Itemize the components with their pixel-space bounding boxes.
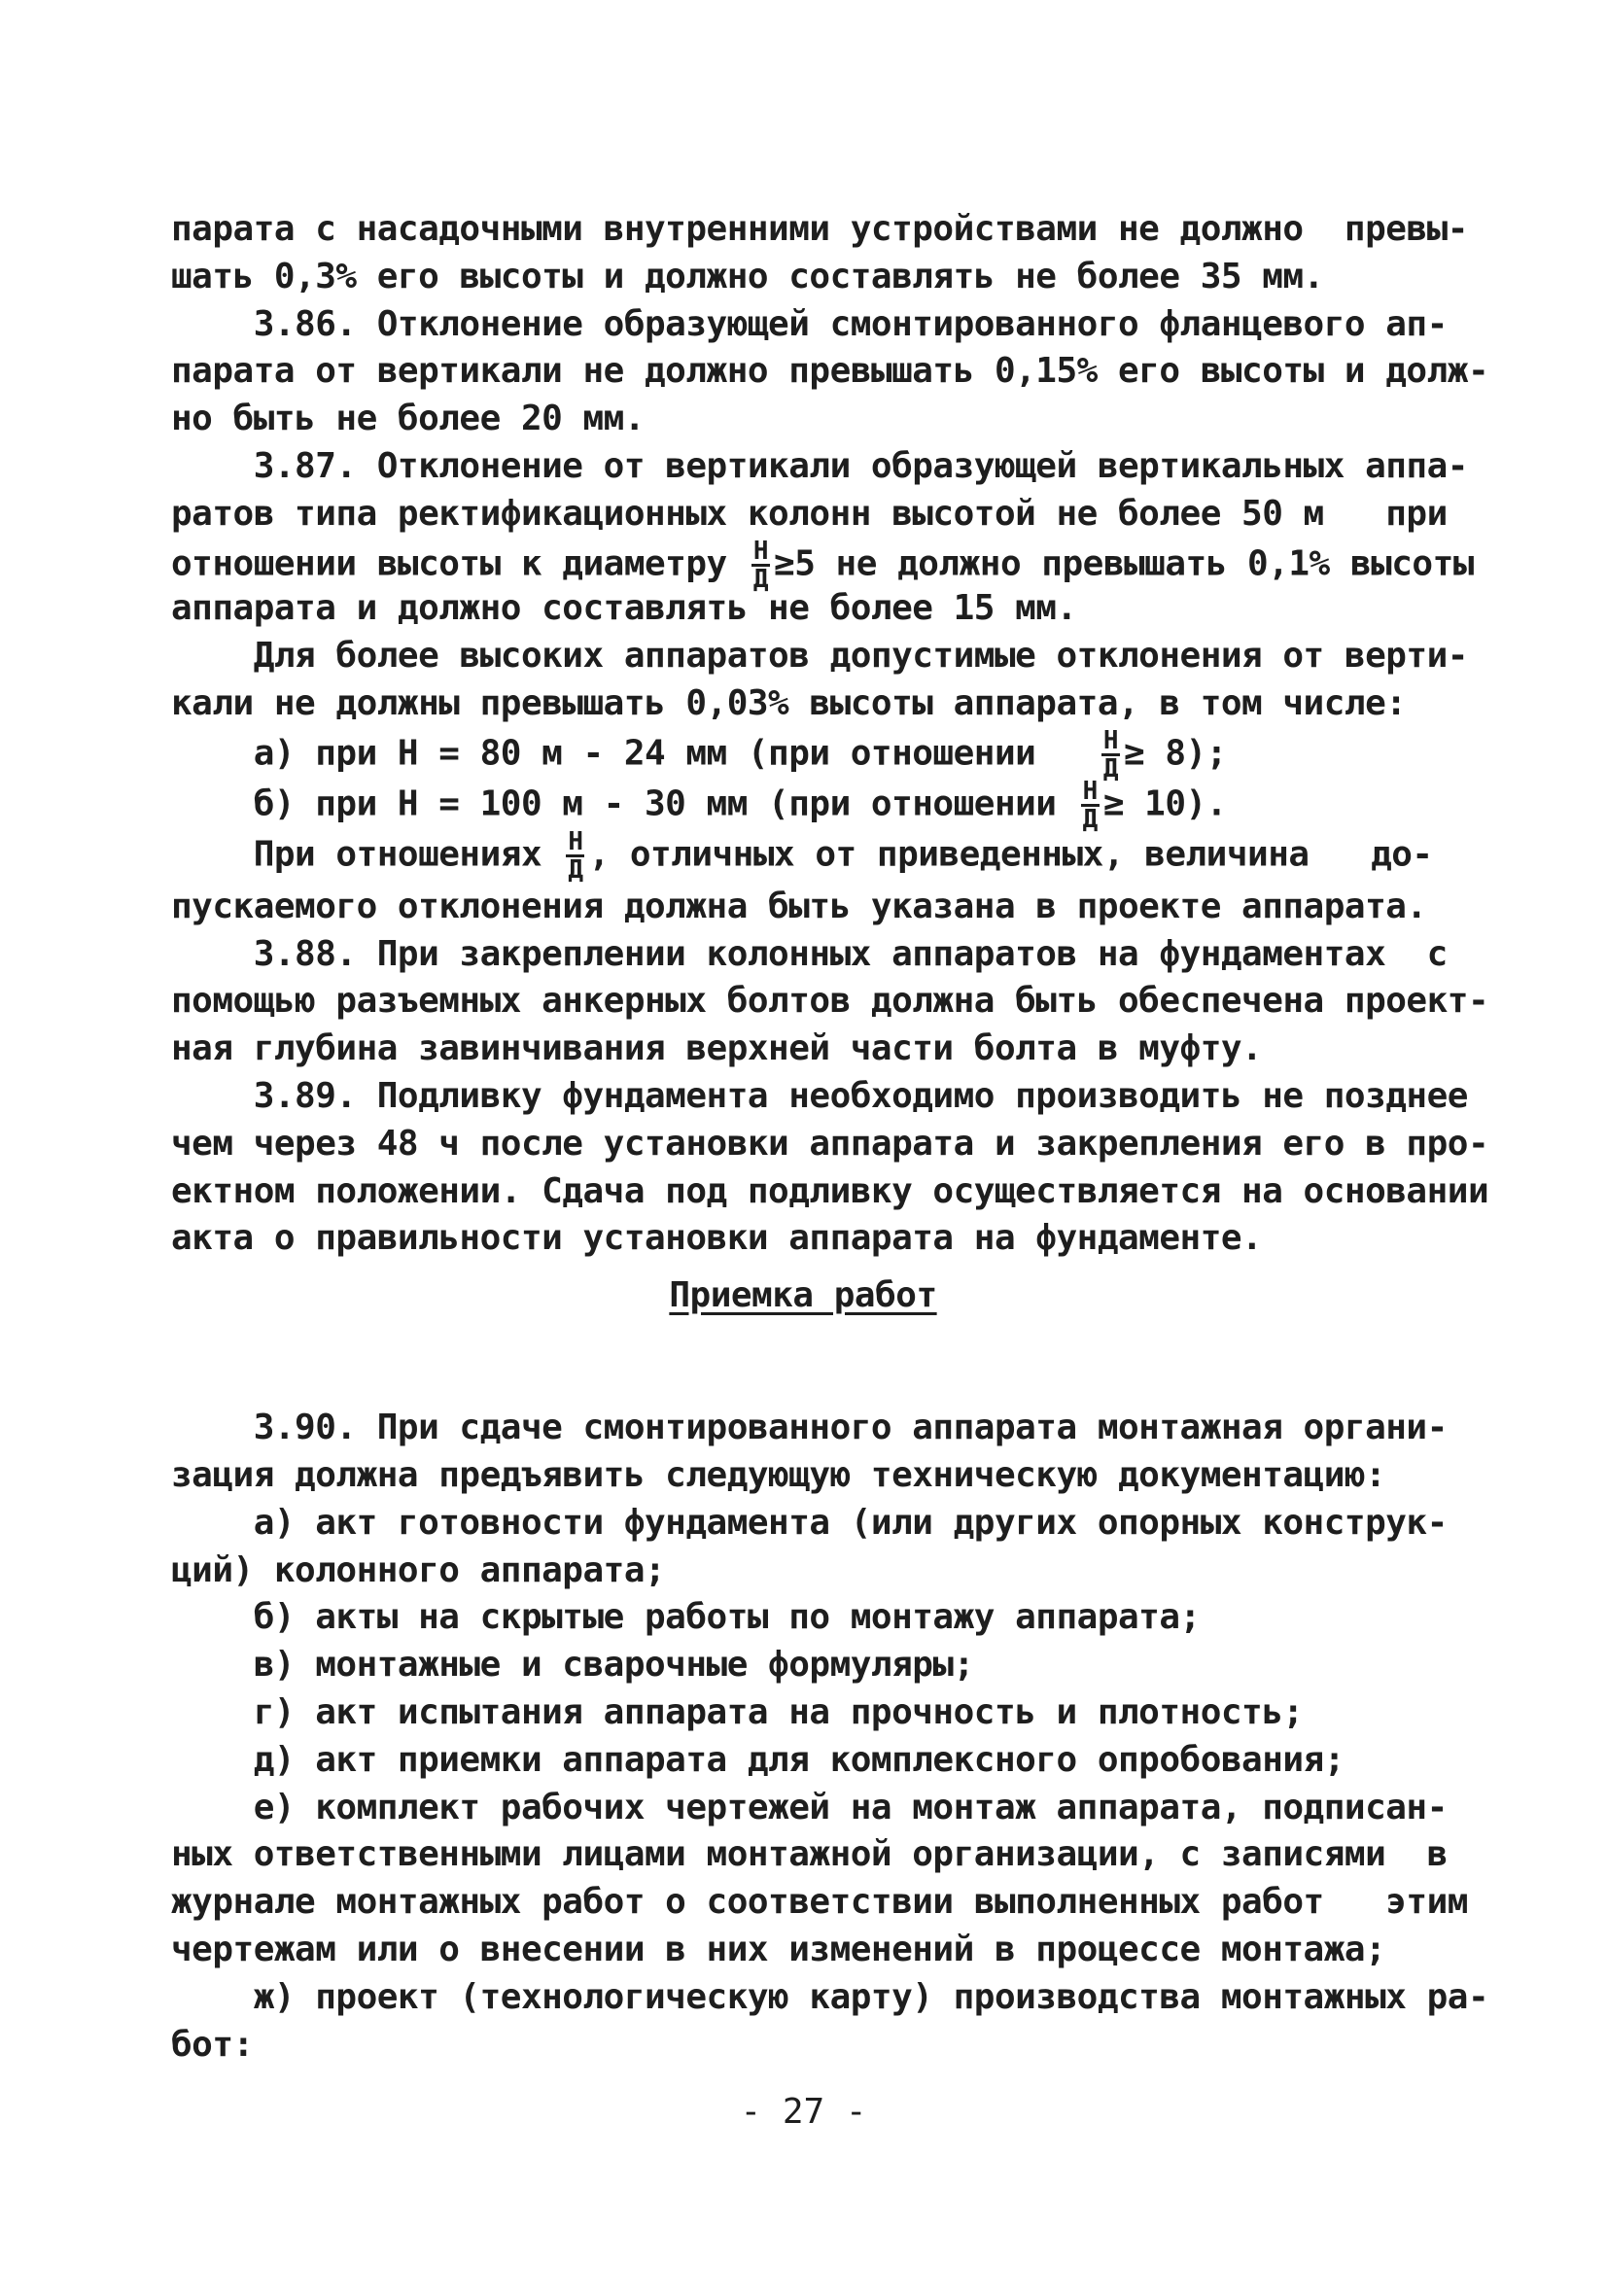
text-line: а) акт готовности фундамента (или других опорных конструк-	[171, 1502, 1448, 1543]
page-number: - 27 -	[740, 2092, 867, 2132]
paragraph-group-mid1	[171, 585, 1468, 727]
section-heading: Приемка работ	[669, 1275, 937, 1316]
list-item-a	[171, 725, 1435, 783]
fraction-denominator: Д	[1102, 753, 1118, 783]
text-line: ций) колонного аппарата;	[171, 1549, 666, 1590]
fraction-h-d	[1101, 725, 1120, 783]
text-line: г) акт испытания аппарата на прочность и плотность;	[171, 1691, 1304, 1732]
fraction-h-d	[566, 826, 584, 885]
paragraph-group-bottom	[171, 1405, 1489, 2069]
paragraph-group-mid2	[171, 884, 1489, 1263]
text-line: чем через 48 ч после установки аппарата и закрепления его в про-	[171, 1123, 1489, 1164]
text-line: ж) проект (технологическую карту) производства монтажных ра-	[171, 1976, 1489, 2017]
text-fragment: , отличных от приведенных, величина до-	[588, 834, 1433, 875]
text-line: бот:	[171, 2024, 254, 2065]
fraction-h-d	[1081, 776, 1100, 834]
text-line: 3.89. Подливку фундамента необходимо производить не позднее	[171, 1075, 1468, 1116]
text-fragment: б) при Н = 100 м - 30 мм (при отношении	[171, 783, 1077, 824]
text-line: парата с насадочными внутренними устройствами не должно превы-	[171, 209, 1468, 249]
fraction-denominator: Д	[752, 564, 769, 594]
text-line: аппарата и должно составлять не более 15 мм.	[171, 588, 1077, 629]
text-fragment: ≥ 8);	[1123, 733, 1227, 774]
text-line: 3.87. Отклонение от вертикали образующей вертикальных аппа-	[171, 445, 1468, 486]
text-line: ных ответственными лицами монтажной организации, с записями в	[171, 1834, 1448, 1875]
text-line: д) акт приемки аппарата для комплексного опробования;	[171, 1739, 1345, 1780]
text-line: но быть не более 20 мм.	[171, 399, 645, 439]
ratios-line	[171, 826, 1435, 885]
ratio-line	[171, 536, 1474, 594]
text-line: пускаемого отклонения должна быть указана в проекте аппарата.	[171, 886, 1427, 926]
text-fragment: ≥5 не должно превышать 0,1% высоты	[774, 543, 1474, 584]
text-line: 3.90. При сдаче смонтированного аппарата монтажная органи-	[171, 1408, 1448, 1448]
text-line: ная глубина завинчивания верхней части болта в муфту.	[171, 1028, 1263, 1069]
text-line: кали не должны превышать 0,03% высоты аппарата, в том числе:	[171, 682, 1407, 723]
fraction-numerator: Н	[1102, 725, 1118, 755]
fraction-numerator: Н	[568, 826, 583, 856]
text-line: б) акты на скрытые работы по монтажу аппарата;	[171, 1597, 1201, 1638]
text-line: Для более высоких аппаратов допустимые отклонения от верти-	[171, 636, 1468, 677]
text-line: парата от вертикали не должно превышать 0,15% его высоты и долж-	[171, 351, 1489, 392]
text-line: в) монтажные и сварочные формуляры;	[171, 1645, 974, 1686]
text-line: зация должна предъявить следующую техническую документацию:	[171, 1454, 1386, 1495]
text-line: ратов типа ректификационных колонн высотой не более 50 м при	[171, 493, 1448, 534]
fraction-denominator: Д	[1082, 804, 1098, 834]
list-item-b	[171, 776, 1435, 834]
text-line: 3.86. Отклонение образующей смонтированного фланцевого ап-	[171, 303, 1448, 344]
text-line: 3.88. При закреплении колонных аппаратов на фундаментах с	[171, 933, 1448, 974]
text-fragment: При отношениях	[171, 834, 563, 875]
text-line: акта о правильности установки аппарата на фундаменте.	[171, 1218, 1263, 1259]
fraction-denominator: Д	[568, 854, 583, 885]
fraction-h-d	[751, 536, 770, 594]
text-line: ектном положении. Сдача под подливку осуществляется на основании	[171, 1170, 1489, 1211]
text-fragment: а) при Н = 80 м - 24 мм (при отношении	[171, 733, 1098, 774]
section-heading-row	[171, 1263, 1435, 1405]
text-line: помощью разъемных анкерных болтов должна быть обеспечена проект-	[171, 981, 1489, 1022]
paragraph-group-top	[171, 206, 1489, 539]
fraction-numerator: Н	[752, 536, 769, 566]
text-fragment: отношении высоты к диаметру	[171, 543, 748, 584]
body-text	[171, 206, 1489, 2069]
text-line: шать 0,3% его высоты и должно составлять не более 35 мм.	[171, 256, 1324, 296]
text-line: е) комплект рабочих чертежей на монтаж аппарата, подписан-	[171, 1787, 1448, 1827]
fraction-numerator: Н	[1082, 776, 1098, 806]
text-fragment: ≥ 10).	[1102, 783, 1227, 824]
text-line: чертежам или о внесении в них изменений в процессе монтажа;	[171, 1929, 1386, 1969]
text-line: журнале монтажных работ о соответствии выполненных работ этим	[171, 1882, 1468, 1923]
